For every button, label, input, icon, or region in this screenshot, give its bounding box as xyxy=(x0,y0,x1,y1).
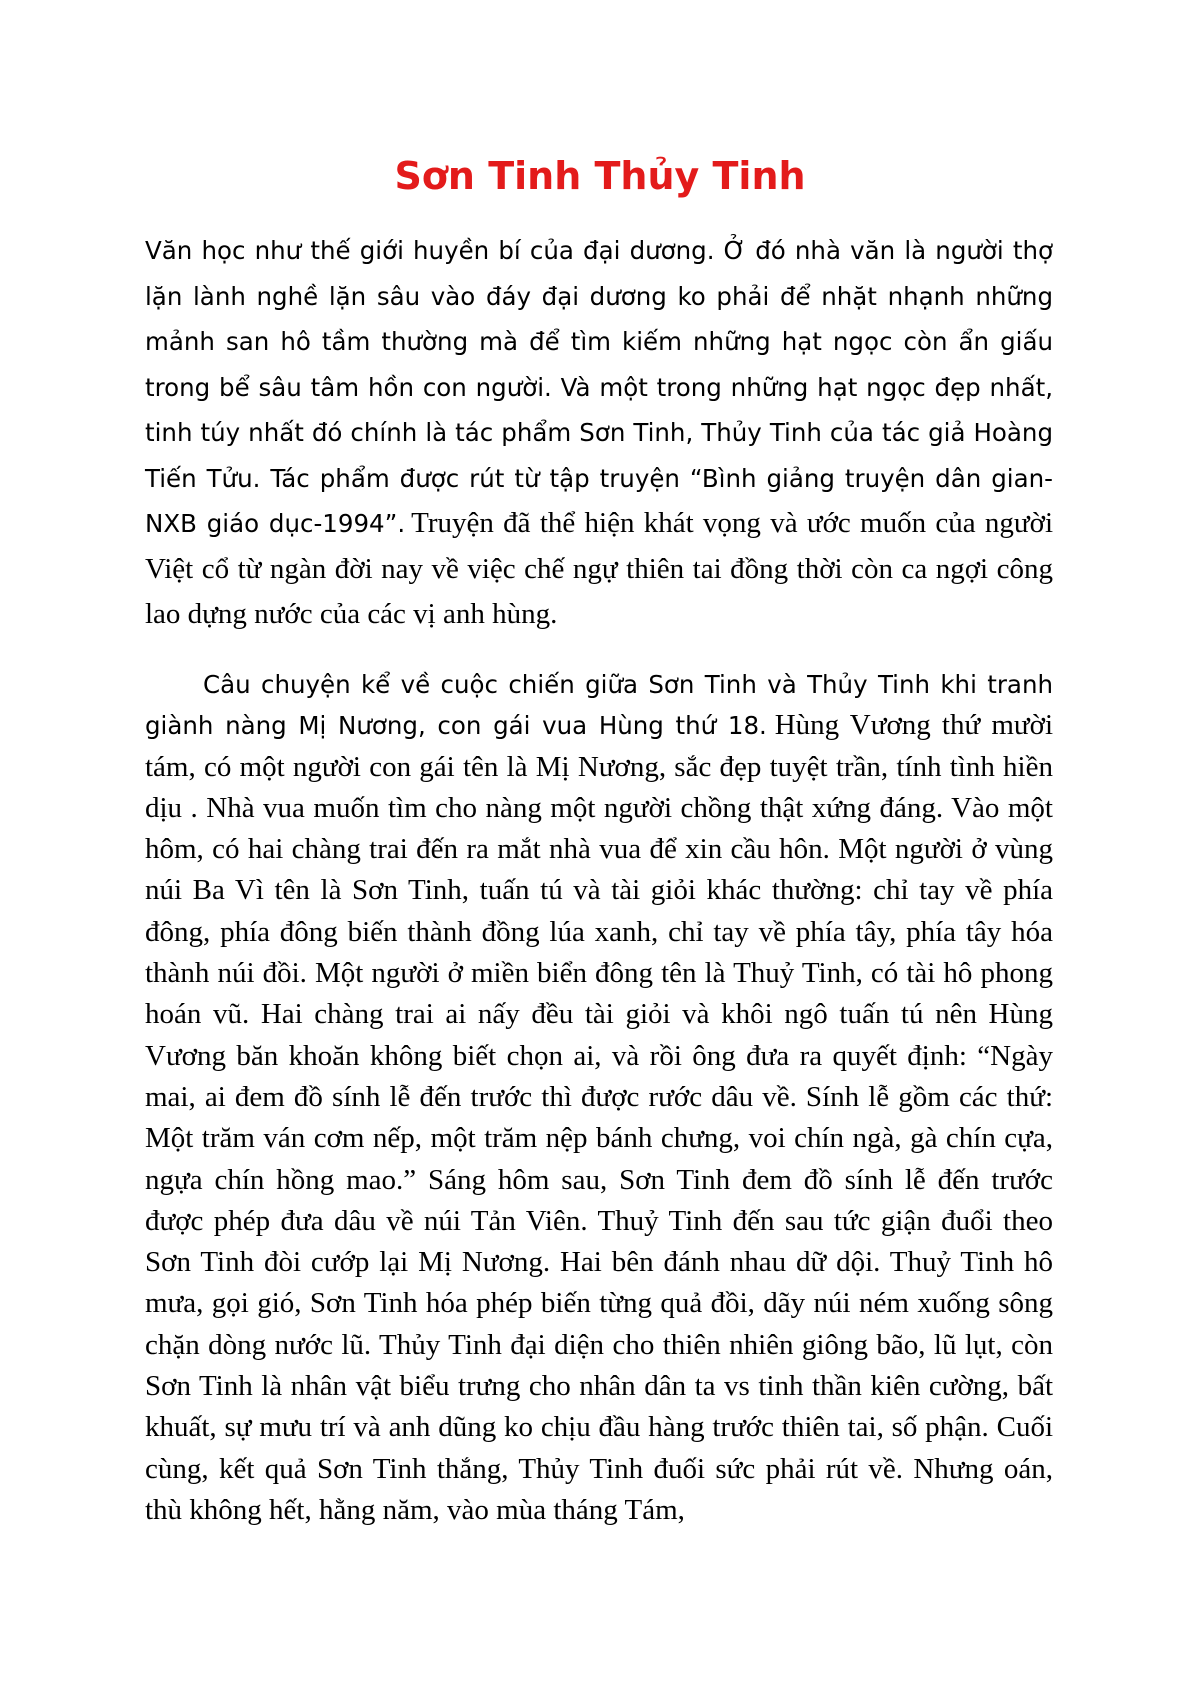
paragraph-story-serif-text: Hùng Vương thứ mười tám, có một người con gái tên là Mị Nương, sắc đẹp tuyệt trần, tính tình hiền dịu . Nhà vua muốn tìm cho nàng một người chồng thật xứng đáng. Vào một hôm, có hai chàng trai đến ra mắt nhà vua để xin cầu hôn. Một người ở vùng núi Ba Vì tên là Sơn Tinh, tuấn tú và tài giỏi khác thường: chỉ tay về phía đông, phía đông biến thành đồng lúa xanh, chỉ tay về phía tây, phía tây hóa thành núi đồi. Một người ở miền biển đông tên là Thuỷ Tinh, có tài hô phong hoán vũ. Hai chàng trai ai nấy đều tài giỏi và khôi ngô tuấn tú nên Hùng Vương băn khoăn không biết chọn ai, và rồi ông đưa ra quyết định: “Ngày mai, ai đem đồ sính lễ đến trước thì được rước dâu về. Sính lễ gồm các thứ: Một trăm ván cơm nếp, một trăm nệp bánh chưng, voi chín ngà, gà chín cựa, ngựa chín hồng mao.” Sáng hôm sau, Sơn Tinh đem đồ sính lễ đến trước được phép đưa dâu về núi Tản Viên. Thuỷ Tinh đến sau tức giận đuổi theo Sơn Tinh đòi cướp lại Mị Nương. Hai bên đánh nhau dữ dội. Thuỷ Tinh hô mưa, gọi gió, Sơn Tinh hóa phép biến từng quả đồi, dãy núi ném xuống sông chặn dòng nước lũ. Thủy Tinh đại diện cho thiên nhiên giông bão, lũ lụt, còn Sơn Tinh là nhân vật biểu trưng cho nhân dân ta vs tinh thần kiên cường, bất khuất, sự mưu trí và anh dũng ko chịu đầu hàng trước thiên tai, số phận. Cuối cùng, kết quả Sơn Tinh thắng, Thủy Tinh đuối sức phải rút về. Nhưng oán, thù không hết, hằng năm, vào mùa tháng Tám, xyxy=(145,709,1054,1526)
paragraph-story-sans-text: Câu chuyện kể về cuộc chiến giữa Sơn Tinh và Thủy Tinh khi tranh giành nàng Mị Nương, con gái vua Hùng thứ 18. xyxy=(145,670,1053,741)
paragraph-story xyxy=(145,666,1053,1533)
paragraph-intro-serif-text: Truyện đã thể hiện khát vọng và ước muốn của người Việt cổ từ ngàn đời nay về việc chế ngự thiên tai đồng thời còn ca ngợi công lao dựng nước của các vị anh hùng. xyxy=(145,507,1054,630)
paragraph-intro xyxy=(145,230,1053,640)
page-title: Sơn Tinh Thủy Tinh xyxy=(394,154,806,198)
paragraph-intro-sans-text: Văn học như thế giới huyền bí của đại dương. Ở đó nhà văn là người thợ lặn lành nghề lặn sâu vào đáy đại dương ko phải để nhặt nhạnh những mảnh san hô tầm thường mà để tìm kiếm những hạt ngọc còn ẩn giấu trong bể sâu tâm hồn con người. Và một trong những hạt ngọc đẹp nhất, tinh túy nhất đó chính là tác phẩm Sơn Tinh, Thủy Tinh của tác giả Hoàng Tiến Tửu. Tác phẩm được rút từ tập truyện “Bình giảng truyện dân gian-NXB giáo dục-1994”. xyxy=(145,236,1053,538)
